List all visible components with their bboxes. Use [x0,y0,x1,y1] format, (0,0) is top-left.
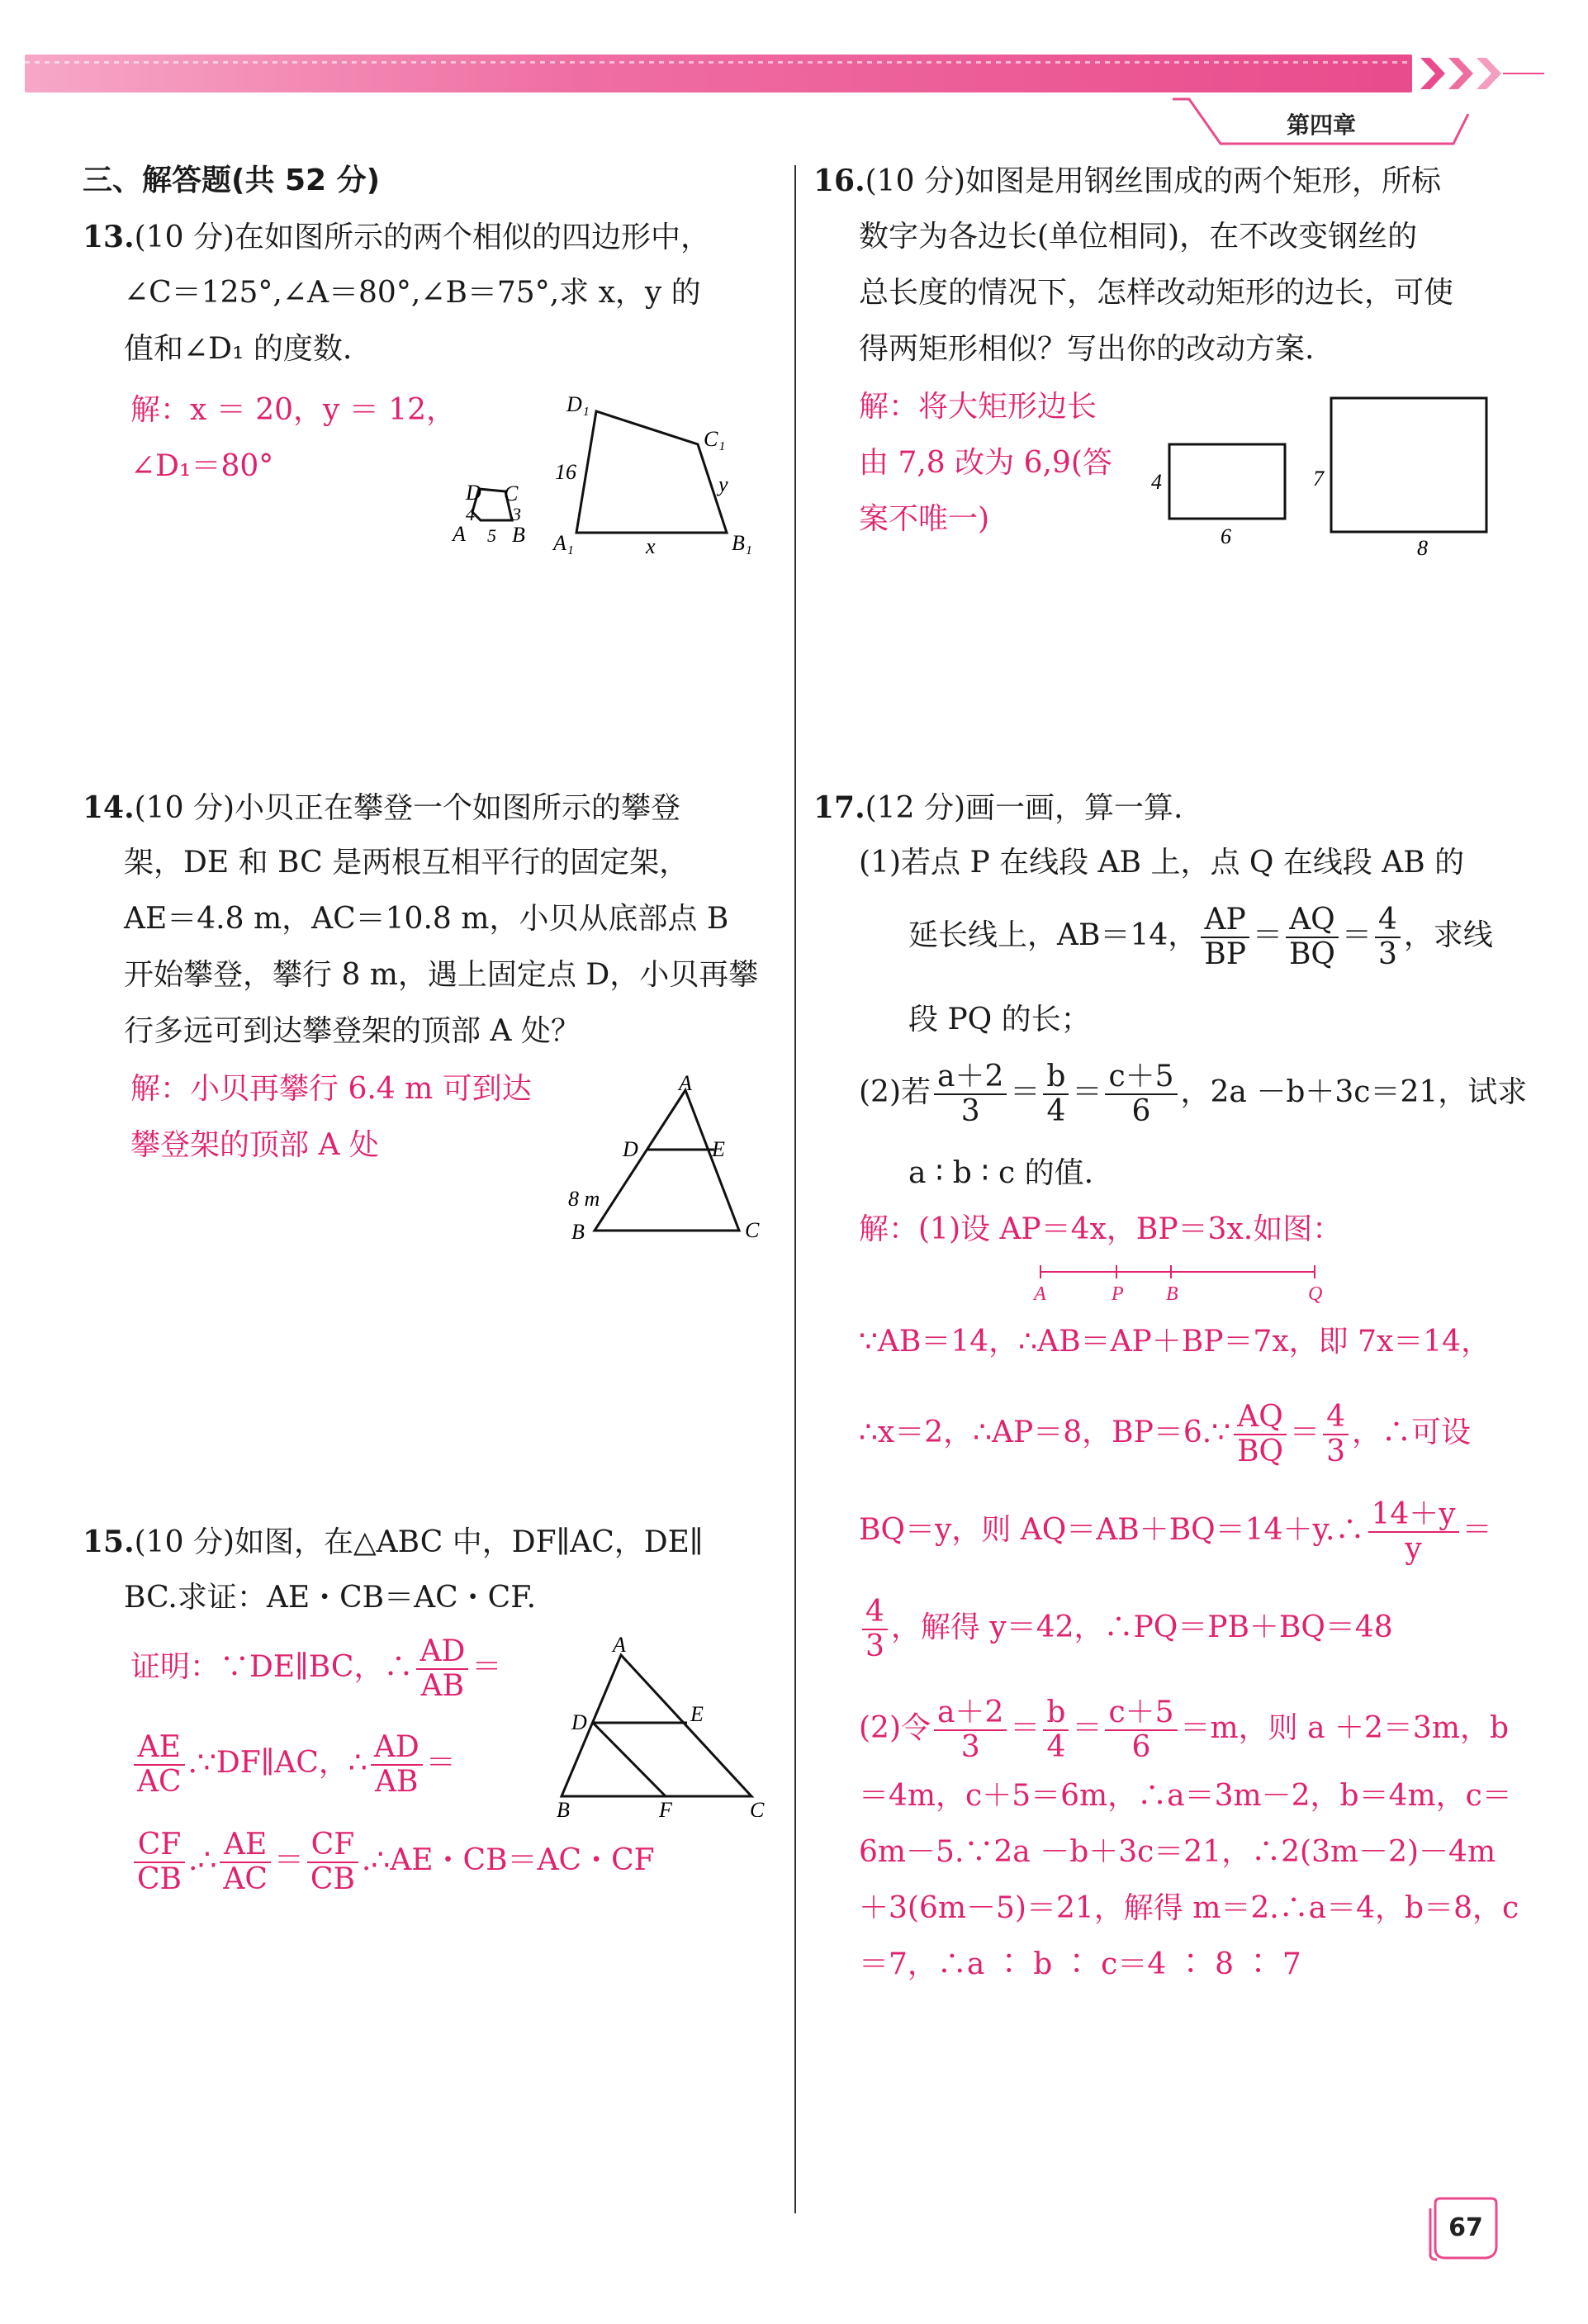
q13-text-1: (10 分)在如图所示的两个相似的四边形中， [134,221,710,254]
q17-solution-9: ＋3(6m－5)＝21，解得 m＝2.∴a＝4，b＝8，c [859,1891,1519,1925]
q17-solution-7: ＝4m，c＋5＝6m，∴a＝3m－2，b＝4m，c＝ [859,1779,1512,1813]
q13-line-1 [83,218,710,257]
side-5: 5 [487,525,496,546]
column-divider [794,165,796,2213]
q17-part1-b: 延长线上，AB＝14， $\frac{AP}{BP}$ ＝ $\frac{AQ}{BQ}$ ＝ $\frac{4}{3}$ ，求线 [908,903,1493,971]
q15-text-1: (10 分)如图，在△ABC 中，DF∥AC，DE∥ [134,1525,704,1559]
fraction: $\frac{AQ}{BQ}$ [1234,1401,1287,1468]
fraction: $\frac{CF}{CB}$ [307,1828,358,1896]
q16-text-1: (10 分)如图是用钢丝围成的两个矩形，所标 [865,164,1441,198]
q17-number: 17. [813,790,865,825]
fraction: $\frac{AQ}{BQ}$ [1286,904,1339,971]
triangle-ABC [562,1655,751,1796]
fraction: $\frac{a+2}{3}$ [934,1696,1007,1764]
q16-answer-2: 由 7,8 改为 6,9(答 [859,446,1112,480]
label-F: F [659,1798,672,1817]
q15-line-1 [83,1523,704,1562]
q15-number: 15. [83,1525,135,1559]
q17-solution-2: ∵AB＝14，∴AB＝AP＋BP＝7x，即 7x＝14， [859,1325,1491,1359]
q16-number: 16. [813,164,865,198]
chevron-arrows-icon [1420,55,1544,92]
q13-answer-2: ∠D₁＝80° [130,449,274,483]
label-D1: D₁ [566,392,590,416]
label-D: D [466,481,481,505]
fraction: $\frac{a+2}{3}$ [934,1060,1007,1128]
label-A1: A₁ [553,531,574,555]
q14-line-2: 架，DE 和 BC 是两根互相平行的固定架， [124,846,690,880]
fraction: $\frac{b}{4}$ [1043,1696,1069,1764]
q15-proof-line-2: $\frac{AE}{AC}$ .∵DF∥AC，∴ $\frac{AD}{AB}$ ＝ [130,1731,456,1799]
q17-solution-8: 6m－5.∵2a －b＋3c＝21，∴2(3m－2)－4m [859,1835,1496,1869]
q16-line-4: 得两矩形相似？写出你的改动方案. [859,332,1315,366]
small-rectangle [1169,444,1285,519]
side-3: 3 [512,504,521,524]
q17-solution-3: ∴x＝2，∴AP＝8，BP＝6.∵ $\frac{AQ}{BQ}$ ＝ $\frac{4}{3}$ ，∴可设 [859,1400,1471,1468]
q14-line-1 [83,789,680,828]
label-C: C [504,481,519,505]
fraction: $\frac{AE}{AC}$ [220,1828,271,1896]
q17-solution-5: $\frac{4}{3}$ ，解得 y＝42，∴PQ＝PB＋BQ＝48 [859,1596,1393,1663]
label-D: D [571,1710,587,1734]
label-A: A [679,1074,692,1095]
q16-line-2: 数字为各边长(单位相同)，在不改变钢丝的 [859,220,1418,254]
label-B: B [571,1220,585,1244]
fraction: $\frac{CF}{CB}$ [134,1828,185,1896]
side-4: 4 [466,504,475,524]
fraction: $\frac{c+5}{6}$ [1105,1696,1177,1764]
side-16: 16 [555,460,576,484]
header-band [25,55,1412,92]
fraction: $\frac{AP}{BP}$ [1201,904,1249,971]
q14-number: 14. [83,790,135,825]
q14-figure [562,1074,776,1247]
q17-part2-b: a ∶ b ∶ c 的值. [908,1156,1094,1190]
q17-solution-4: BQ＝y，则 AQ＝AB＋BQ＝14＋y.∴ $\frac{14+y}{y}$ ＝ [859,1497,1492,1566]
fraction: $\frac{AD}{AB}$ [416,1635,468,1703]
side-x: x [646,534,656,558]
q15-line-2: BC.求证：AE・CB＝AC・CF. [124,1581,537,1615]
q14-answer-1: 解：小贝再攀行 6.4 m 可到达 [130,1072,532,1106]
q17-solution-1: 解：(1)设 AP＝4x，BP＝3x.如图： [859,1212,1343,1246]
q17-solution-10: ＝7，∴a ∶ b ∶ c＝4 ∶ 8 ∶ 7 [859,1947,1301,1981]
chapter-title: 第四章 [1286,111,1356,139]
label-C: C [750,1798,765,1817]
q16-answer-3: 案不唯一) [859,502,990,536]
label-A: A [453,522,466,546]
fraction: $\frac{4}{3}$ [1323,1401,1349,1468]
label-C: C [745,1218,760,1242]
label-E: E [712,1137,725,1161]
q14-answer-2: 攀登架的顶部 A 处 [130,1128,379,1162]
fraction: $\frac{14+y}{y}$ [1368,1498,1459,1566]
side-y: y [718,472,728,496]
label-B: B [512,523,525,547]
label-C1: C₁ [704,427,726,451]
q14-line-3: AE＝4.8 m，AC＝10.8 m，小贝从底部点 B [124,902,729,936]
side-4: 4 [1151,470,1162,494]
fraction: $\frac{4}{3}$ [1375,904,1401,971]
side-6: 6 [1221,524,1231,548]
q14-line-4: 开始攀登，攀行 8 m，遇上固定点 D，小贝再攀 [124,958,759,992]
side-8: 8 [1417,536,1428,560]
q16-answer-1: 解：将大矩形边长 [859,390,1097,424]
q13-line-3: 值和∠D₁ 的度数. [124,332,353,366]
label-D: D [623,1137,638,1161]
fraction: $\frac{b}{4}$ [1043,1060,1069,1128]
label-B1: B₁ [732,531,752,555]
label-B: B [557,1798,570,1817]
q15-proof-line-3: $\frac{CF}{CB}$ .∴ $\frac{AE}{AC}$ ＝ $\frac{CF}{CB}$ .∴AE・CB＝AC・CF [130,1828,655,1896]
q15-proof-line-1: 证明：∵DE∥BC，∴ $\frac{AD}{AB}$ ＝ [130,1634,502,1703]
q17-part1-c: 段 PQ 的长； [908,1003,1091,1036]
q16-line-1 [813,162,1441,201]
q13-line-2: ∠C＝125°,∠A＝80°,∠B＝75°,求 x，y 的 [124,276,701,310]
fraction: $\frac{AD}{AB}$ [371,1731,423,1799]
fraction: $\frac{4}{3}$ [862,1596,888,1663]
point-B: B [1166,1283,1178,1305]
q17-part2-a: (2)若 $\frac{a+2}{3}$ ＝ $\frac{b}{4}$ ＝ $\frac{c+5}{6}$ ，2a －b＋3c＝21，试求 [859,1060,1528,1128]
page-number: 67 [1448,2213,1483,2242]
segment-DF [593,1723,666,1796]
q16-line-3: 总长度的情况下，怎样改动矩形的边长，可使 [859,276,1454,310]
q16-figure [1140,388,1503,562]
q17-part1-a: (1)若点 P 在线段 AB 上，点 Q 在线段 AB 的 [859,846,1465,880]
q13-number: 13. [83,220,135,254]
label-E: E [690,1702,704,1726]
q17-line-1 [813,789,1183,828]
label-A: A [613,1635,626,1657]
point-Q: Q [1308,1283,1323,1305]
q17-title: (12 分)画一画，算一算. [865,791,1183,825]
q15-figure [545,1635,776,1817]
point-A: A [1034,1283,1046,1305]
point-P: P [1112,1283,1124,1305]
q13-figure [446,388,776,562]
q17-solution-6: (2)令 $\frac{a+2}{3}$ ＝ $\frac{b}{4}$ ＝ $\frac{c+5}{6}$ ＝m，则 a ＋2＝3m，b [859,1696,1510,1764]
q17-number-line [1024,1255,1354,1305]
length-8m: 8 m [568,1187,600,1211]
side-7: 7 [1313,467,1324,491]
fraction: $\frac{AE}{AC}$ [134,1731,185,1799]
section-title: 三、解答题(共 52 分) [83,164,381,197]
fraction: $\frac{c+5}{6}$ [1105,1060,1177,1128]
q14-line-5: 行多远可到达攀登架的顶部 A 处？ [124,1014,581,1048]
q14-text-1: (10 分)小贝正在攀登一个如图所示的攀登 [134,791,680,825]
q13-answer-1: 解：x ＝ 20，y ＝ 12， [130,393,457,427]
large-rectangle [1331,398,1486,532]
